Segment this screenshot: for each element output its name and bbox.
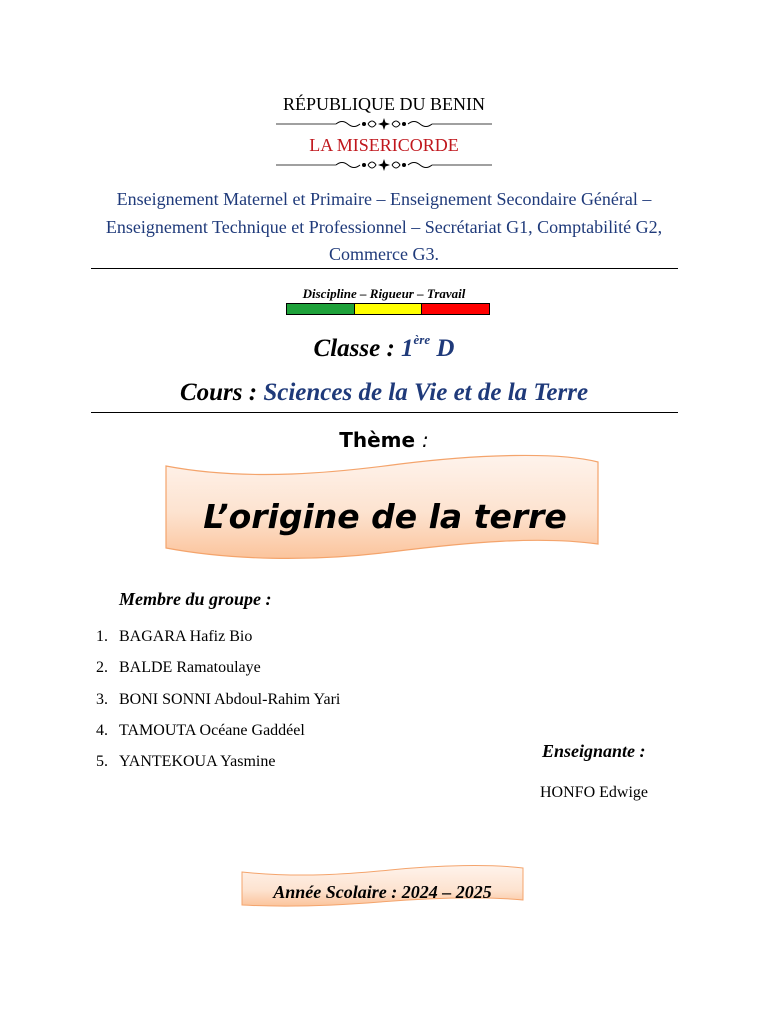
course-value: Sciences de la Vie et de la Terre [263, 379, 589, 406]
class-value: 1ère D [401, 332, 455, 362]
school-name: LA MISERICORDE [309, 135, 459, 155]
members-heading: Membre du groupe : [119, 589, 272, 609]
divider [91, 268, 678, 269]
school-year: Année Scolaire : 2024 – 2025 [273, 882, 492, 902]
member-name: TAMOUTA Océane Gaddéel [119, 721, 305, 739]
motto: Discipline – Rigueur – Travail [302, 286, 466, 301]
member-name: BALDE Ramatoulaye [119, 659, 261, 677]
list-item: 2. BALDE Ramatoulaye [96, 657, 340, 688]
country-name: RÉPUBLIQUE DU BENIN [283, 94, 485, 114]
list-item: 3. BONI SONNI Abdoul-Rahim Yari [96, 689, 340, 720]
member-name: BAGARA Hafiz Bio [119, 628, 253, 645]
member-name: BONI SONNI Abdoul-Rahim Yari [119, 690, 341, 708]
class-line [0, 332, 768, 363]
flag-bar [286, 303, 490, 315]
flag-band-green [287, 304, 354, 314]
theme-heading [0, 428, 768, 452]
ornament-divider-icon [276, 157, 492, 173]
divider [91, 412, 678, 413]
class-label: Classe : [313, 335, 395, 362]
ornament-divider-icon [276, 116, 492, 132]
flag-band-red [421, 304, 489, 314]
programs-text: Enseignement Maternel et Primaire – Enseignement Secondaire Général – Enseignement Technique et Professionnel – Secrétariat G1, Comptabilité G2, Commerce G3. [105, 189, 663, 264]
teacher-heading: Enseignante : [542, 741, 646, 761]
list-item: 5. YANTEKOUA Yasmine [96, 751, 340, 782]
teacher-name: HONFO Edwige [540, 784, 648, 801]
list-item: 1. BAGARA Hafiz Bio [96, 626, 340, 657]
theme-colon: : [422, 428, 429, 452]
member-name: YANTEKOUA Yasmine [119, 753, 276, 771]
members-list [96, 626, 340, 782]
flag-band-yellow [354, 304, 422, 314]
theme-label: Thème [339, 428, 416, 452]
course-line [0, 379, 768, 407]
list-item: 4. TAMOUTA Océane Gaddéel [96, 720, 340, 751]
course-label: Cours : [179, 379, 258, 406]
theme-title: L’origine de la terre [203, 497, 567, 536]
